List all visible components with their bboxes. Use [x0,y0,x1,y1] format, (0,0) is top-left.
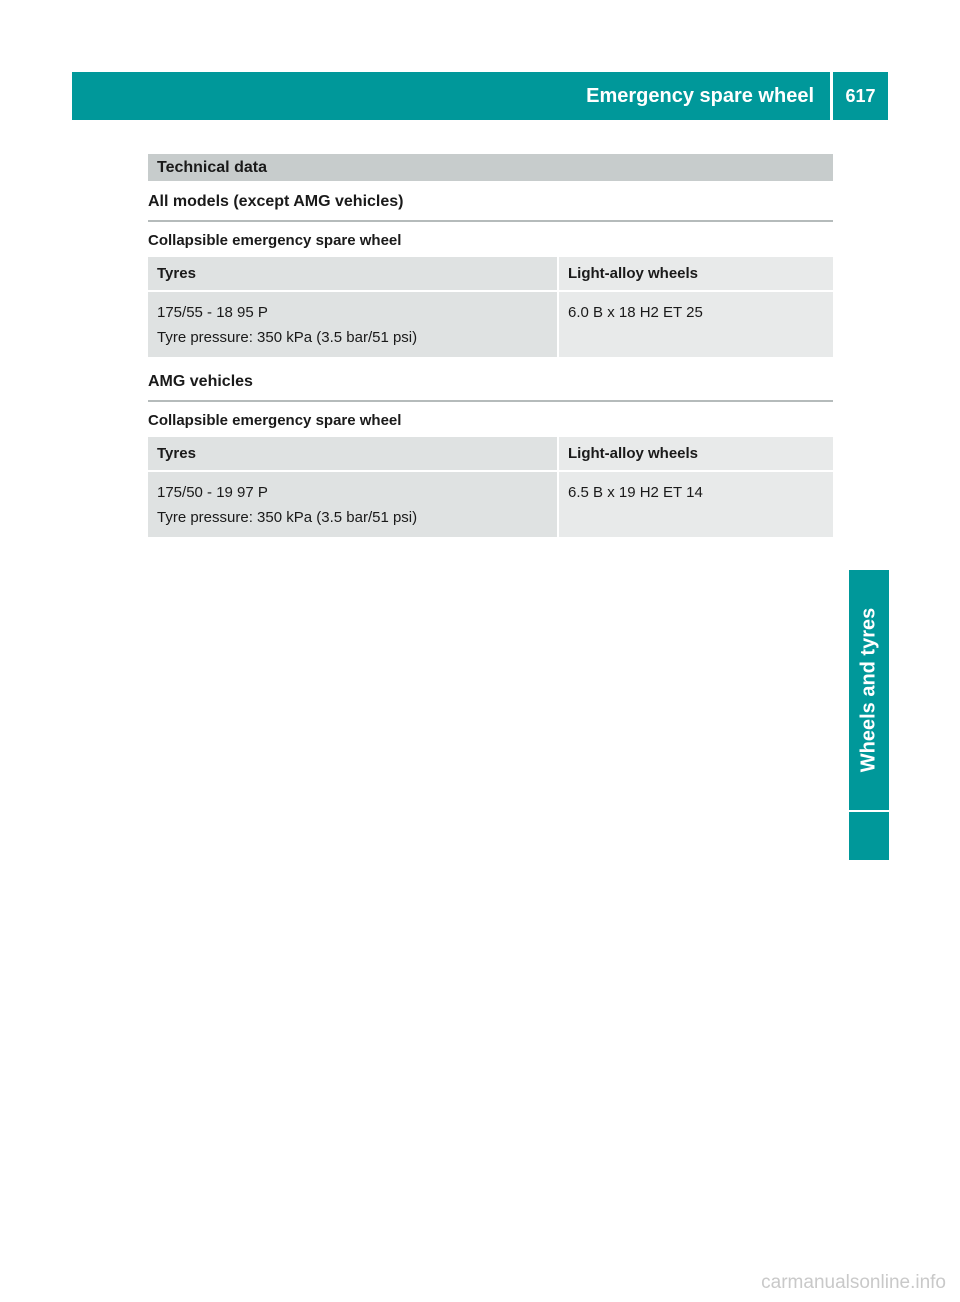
spec-table [148,257,833,357]
column-header-tyres: Tyres [148,437,558,471]
chapter-title: Emergency spare wheel [586,85,814,107]
table-row [148,291,833,357]
table-header-row [148,437,833,471]
group-subheading: Collapsible emergency spare wheel [148,412,402,429]
group-heading: AMG vehicles [148,370,833,402]
section-title: Technical data [157,159,267,176]
tyre-size: 175/50 - 19 97 P [157,484,268,501]
table-header-row [148,257,833,291]
group-subheading: Collapsible emergency spare wheel [148,232,402,249]
tyre-pressure: Tyre pressure: 350 kPa (3.5 bar/51 psi) [157,329,418,346]
tyre-size: 175/55 - 18 95 P [157,304,268,321]
tyre-pressure: Tyre pressure: 350 kPa (3.5 bar/51 psi) [157,509,418,526]
page-number: 617 [845,86,876,106]
side-chapter-tab [849,570,889,810]
page-header [72,72,888,120]
side-chapter-label: Wheels and tyres [857,607,880,773]
group-heading: All models (except AMG vehicles) [148,190,833,222]
column-header-wheels: Light-alloy wheels [558,437,833,471]
column-header-wheels: Light-alloy wheels [558,257,833,291]
table-row [148,471,833,537]
column-header-tyres: Tyres [148,257,558,291]
wheels-cell: 6.5 B x 19 H2 ET 14 [558,471,833,537]
spec-table [148,437,833,537]
tyres-cell [148,471,558,537]
wheels-cell: 6.0 B x 18 H2 ET 25 [558,291,833,357]
watermark: carmanualsonline.info [761,1272,946,1293]
section-title-bar [148,154,833,181]
side-tab-marker [849,812,889,860]
tyres-cell [148,291,558,357]
